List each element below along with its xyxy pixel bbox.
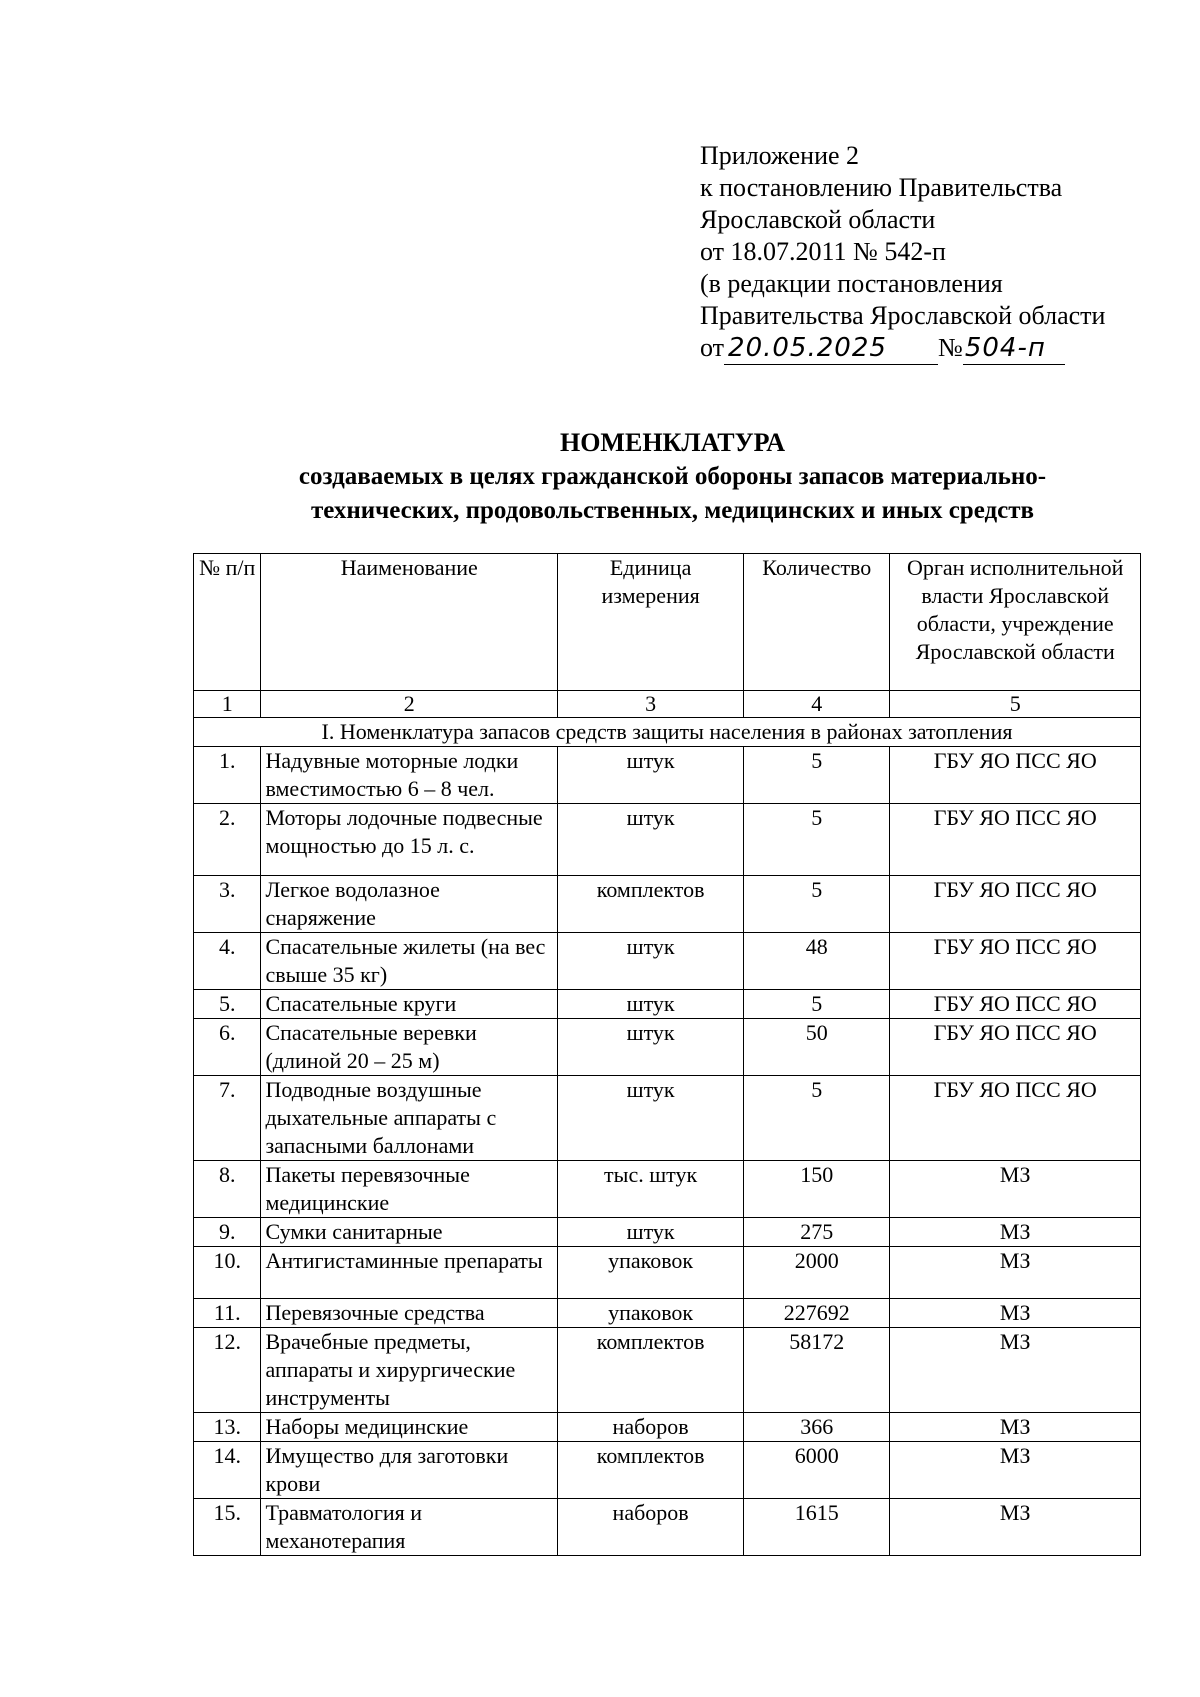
table-row <box>194 747 1141 804</box>
row-organization: МЗ <box>890 1299 1141 1328</box>
row-quantity: 48 <box>744 933 890 990</box>
row-organization: ГБУ ЯО ПСС ЯО <box>890 876 1141 933</box>
row-name: Перевязочные средства <box>261 1299 558 1328</box>
row-number: 10. <box>194 1247 261 1299</box>
row-quantity: 5 <box>744 747 890 804</box>
row-organization: МЗ <box>890 1499 1141 1556</box>
table-row <box>194 1247 1141 1299</box>
row-organization: МЗ <box>890 1218 1141 1247</box>
row-quantity: 1615 <box>744 1499 890 1556</box>
row-name: Сумки санитарные <box>261 1218 558 1247</box>
row-number: 6. <box>194 1019 261 1076</box>
appendix-line-4: от 18.07.2011 № 542-п <box>700 237 946 266</box>
table-row <box>194 1499 1141 1556</box>
column-number: 2 <box>261 691 558 718</box>
table-row <box>194 990 1141 1019</box>
table-row <box>194 876 1141 933</box>
appendix-ot-label: от <box>700 333 725 362</box>
column-number: 5 <box>890 691 1141 718</box>
row-quantity: 5 <box>744 1076 890 1161</box>
document-title <box>180 426 1165 528</box>
row-name: Спасательные жилеты (на вес свыше 35 кг) <box>261 933 558 990</box>
table-row <box>194 1299 1141 1328</box>
row-number: 5. <box>194 990 261 1019</box>
row-unit: комплектов <box>558 876 744 933</box>
title-main: НОМЕНКЛАТУРА <box>559 428 786 457</box>
row-name: Врачебные предметы, аппараты и хирургические инструменты <box>261 1328 558 1413</box>
row-unit: штук <box>558 747 744 804</box>
row-name: Надувные моторные лодки вместимостью 6 – 8 чел. <box>261 747 558 804</box>
row-quantity: 50 <box>744 1019 890 1076</box>
row-unit: наборов <box>558 1499 744 1556</box>
row-unit: комплектов <box>558 1328 744 1413</box>
row-number: 9. <box>194 1218 261 1247</box>
row-organization: МЗ <box>890 1247 1141 1299</box>
row-name: Подводные воздушные дыхательные аппараты с запасными баллонами <box>261 1076 558 1161</box>
row-name: Травматология и механотерапия <box>261 1499 558 1556</box>
row-unit: штук <box>558 804 744 876</box>
row-unit: упаковок <box>558 1299 744 1328</box>
row-name: Легкое водолазное снаряжение <box>261 876 558 933</box>
row-organization: МЗ <box>890 1413 1141 1442</box>
row-organization: ГБУ ЯО ПСС ЯО <box>890 804 1141 876</box>
row-organization: ГБУ ЯО ПСС ЯО <box>890 933 1141 990</box>
row-name: Пакеты перевязочные медицинские <box>261 1161 558 1218</box>
row-name: Спасательные круги <box>261 990 558 1019</box>
row-unit: штук <box>558 1019 744 1076</box>
row-name: Антигистаминные препараты <box>261 1247 558 1299</box>
row-quantity: 2000 <box>744 1247 890 1299</box>
table-row <box>194 1076 1141 1161</box>
row-quantity: 150 <box>744 1161 890 1218</box>
row-number: 15. <box>194 1499 261 1556</box>
row-number: 8. <box>194 1161 261 1218</box>
row-number: 11. <box>194 1299 261 1328</box>
row-organization: ГБУ ЯО ПСС ЯО <box>890 990 1141 1019</box>
row-organization: ГБУ ЯО ПСС ЯО <box>890 1076 1141 1161</box>
row-quantity: 5 <box>744 804 890 876</box>
row-number: 12. <box>194 1328 261 1413</box>
row-name: Моторы лодочные подвесные мощностью до 15 л. с. <box>261 804 558 876</box>
row-quantity: 366 <box>744 1413 890 1442</box>
row-organization: ГБУ ЯО ПСС ЯО <box>890 747 1141 804</box>
header-name: Наименование <box>261 554 558 691</box>
column-number-row <box>194 691 1141 718</box>
table-row <box>194 1328 1141 1413</box>
table-row <box>194 1161 1141 1218</box>
title-line-3: технических, продовольственных, медицинских и иных средств <box>311 497 1034 524</box>
row-unit: комплектов <box>558 1442 744 1499</box>
handwritten-number: 504-п <box>963 332 1065 365</box>
row-number: 4. <box>194 933 261 990</box>
appendix-no-label: № <box>938 333 963 362</box>
table-row <box>194 1442 1141 1499</box>
table-row <box>194 1019 1141 1076</box>
row-unit: упаковок <box>558 1247 744 1299</box>
row-quantity: 6000 <box>744 1442 890 1499</box>
appendix-block <box>700 140 1105 365</box>
row-quantity: 5 <box>744 876 890 933</box>
column-number: 3 <box>558 691 744 718</box>
row-unit: штук <box>558 933 744 990</box>
handwritten-date: 20.05.2025 <box>724 332 938 365</box>
row-quantity: 227692 <box>744 1299 890 1328</box>
row-quantity: 275 <box>744 1218 890 1247</box>
appendix-date-line <box>700 332 1105 365</box>
row-number: 13. <box>194 1413 261 1442</box>
row-number: 7. <box>194 1076 261 1161</box>
row-quantity: 5 <box>744 990 890 1019</box>
nomenclature-table <box>193 553 1141 1556</box>
row-name: Спасательные веревки (длиной 20 – 25 м) <box>261 1019 558 1076</box>
table-row <box>194 1413 1141 1442</box>
header-no: № п/п <box>194 554 261 691</box>
row-unit: наборов <box>558 1413 744 1442</box>
table-row <box>194 933 1141 990</box>
row-organization: МЗ <box>890 1442 1141 1499</box>
row-organization: МЗ <box>890 1328 1141 1413</box>
row-number: 1. <box>194 747 261 804</box>
row-name: Имущество для заготовки крови <box>261 1442 558 1499</box>
row-quantity: 58172 <box>744 1328 890 1413</box>
header-qty: Количество <box>744 554 890 691</box>
header-org: Орган исполнительной власти Ярославской области, учреждение Ярославской области <box>890 554 1141 691</box>
row-name: Наборы медицинские <box>261 1413 558 1442</box>
appendix-line-2: к постановлению Правительства <box>700 173 1063 202</box>
section-row <box>194 718 1141 747</box>
row-number: 2. <box>194 804 261 876</box>
row-unit: штук <box>558 1076 744 1161</box>
section-title: I. Номенклатура запасов средств защиты населения в районах затопления <box>194 718 1141 747</box>
row-organization: ГБУ ЯО ПСС ЯО <box>890 1019 1141 1076</box>
column-number: 1 <box>194 691 261 718</box>
appendix-line-3: Ярославской области <box>700 205 936 234</box>
appendix-line-1: Приложение 2 <box>700 141 860 170</box>
table-row <box>194 1218 1141 1247</box>
row-unit: тыс. штук <box>558 1161 744 1218</box>
column-number: 4 <box>744 691 890 718</box>
row-unit: штук <box>558 990 744 1019</box>
row-organization: МЗ <box>890 1161 1141 1218</box>
title-line-2: создаваемых в целях гражданской обороны запасов материально- <box>298 463 1047 490</box>
appendix-line-6: Правительства Ярославской области <box>700 301 1106 330</box>
appendix-line-5: (в редакции постановления <box>700 269 1003 298</box>
table-header-row <box>194 554 1141 691</box>
row-number: 3. <box>194 876 261 933</box>
row-unit: штук <box>558 1218 744 1247</box>
table-row <box>194 804 1141 876</box>
header-unit: Единица измерения <box>558 554 744 691</box>
row-number: 14. <box>194 1442 261 1499</box>
